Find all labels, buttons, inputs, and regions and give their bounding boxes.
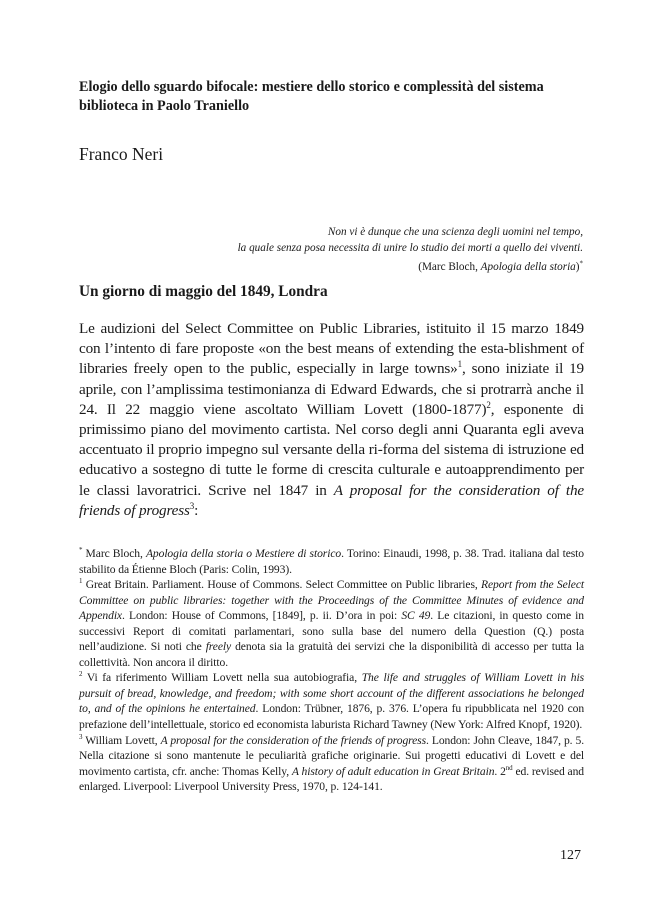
footnote-2: $^2$ Vi fa riferimento William Lovett nella sua autobiografia, The life and struggles of William Lovett in his pursuit of bread, knowledge, and freedom; with some short account of the different associations he belonged to, and of the opinions he entertained. London: Trübner, 1876, p. 376. L’opera fu ripubblicata nel 1920 con prefazione dell’intellettuale, storico ed economista laburista Richard Tawney (New York: Alfred Knopf, 1920). [79,670,585,732]
page-number: 127 [560,848,581,863]
body-paragraph: Le audizioni del Select Committee on Public Libraries, istituito il 15 marzo 1849 con l’intento di fare proposte «on the best means of extending the esta-blishment of libraries freely open to the public, especially in large towns»$^1$, sono iniziate il 19 aprile, con l’amplissima testimonianza di Edward Edwards, che si protrarrà anche il 24. Il 22 maggio viene ascoltato William Lovett (1800-1877)$^2$, esponente di primissimo piano del movimento cartista. Nel corso degli anni Quaranta egli aveva accentuato il proprio impegno sul versante della ri-forma del sistema di istruzione ed educativo a sostegno di tutte le forme di crescita culturale e autoapprendimento per le classi lavoratrici. Scrive nel 1847 in A proposal for the consideration of the friends of progress$^3$: [79,320,584,519]
epigraph-attribution: (Marc Bloch, Apologia della storia)* [418,259,583,273]
footnote-3: $^3$ William Lovett, A proposal for the consideration of the friends of progress. London: John Cleave, 1847, p. 5. Nella citazione si sono mantenute le peculiarità grafiche originarie. Sui progetti educativi di Lovett e del movimento cartista, cfr. anche: Thomas Kelly, A history of adult education in Great Britain. 2nd ed. revised and enlarged. Liverpool: Liverpool University Press, 1970, p. 124-141. [79,732,584,794]
footnote-ref-star: * [579,259,583,267]
epigraph-line-1: Non vi è dunque che una scienza degli uomini nel tempo, [327,226,583,238]
epigraph-work-title: Apologia della storia [480,260,576,273]
epigraph-line-2: la quale senza posa necessita di unire lo studio dei morti a quello dei viventi. [237,241,583,254]
epigraph [113,225,583,275]
section-heading: Un giorno di maggio del 1849, Londra [79,283,328,300]
article-title: Elogio dello sguardo bifocale: mestiere dello storico e complessità del sistema biblioteca in Paolo Traniello [79,79,544,114]
footnote-star: * Marc Bloch, Apologia della storia o Mestiere di storico. Torino: Einaudi, 1998, p. 38. Trad. italiana dal testo stabilito da Étienne Bloch (Paris: Colin, 1993). [79,546,585,576]
article-author: Franco Neri [79,144,164,164]
footnote-ref-3: 3 [189,500,195,511]
footnotes [79,546,584,795]
footnote-ref-2: 2 [486,399,491,410]
footnote-ref-1: 1 [457,359,462,370]
footnote-1: $^1$ Great Britain. Parliament. House of Commons. Select Committee on Public libraries, Report from the Select Committee on public libraries: together with the Proceedings of the Committee Minutes of evidence and Appendix. London: House of Commons, [1849], p. ii. D’ora in poi: SC 49. Le citazioni, in questo come in successivi Report di comitati parlamentari, sono sulla base del numero della Question (Q.) posta nell’audizione. Si noti che freely denota sia la gratuità dei servizi che la disponibilità di accesso per tutta la collettività. Non ancora il diritto. [79,577,584,669]
cited-work-title: A proposal for the consideration of the friends of progress [79,481,584,519]
